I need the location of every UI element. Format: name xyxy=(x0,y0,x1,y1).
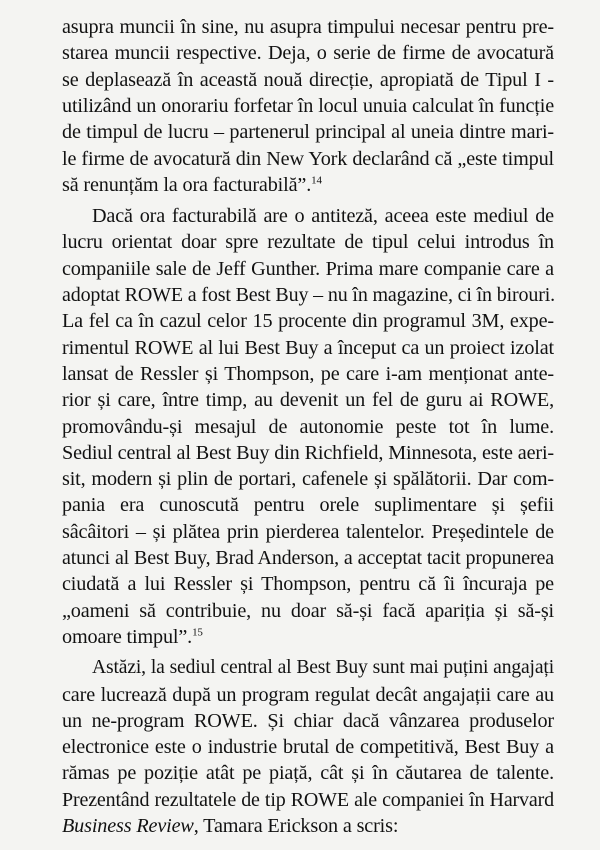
text-line: lansat de Ressler și Thompson, pe care i-am menționat ante- xyxy=(62,362,554,385)
text-line: adoptat ROWE a fost Best Buy – nu în magazine, ci în birouri. xyxy=(62,284,555,306)
text-line: sâcâitori – și plătea prin pierderea talentelor. Președintele de xyxy=(62,520,554,543)
text-line: de timpul de lucru – partenerul principal al uneia dintre mari- xyxy=(62,121,554,144)
text-line: Sediul central al Best Buy din Richfield, Minnesota, este aeri- xyxy=(62,441,554,464)
journal-title: Business Review xyxy=(62,815,194,837)
footnote-ref: 15 xyxy=(192,626,203,639)
text-line: pania era cunoscută pentru orele suplimentare și șefii xyxy=(62,494,554,517)
text-line: utilizând un onorariu forfetar în locul unuia calculat în funcție xyxy=(62,94,554,117)
line-text: , Tamara Erickson a scris: xyxy=(193,815,399,837)
text-line: La fel ca în cazul celor 15 procente din programul 3M, expe- xyxy=(62,310,554,333)
text-line: care lucrează după un program regulat decât angajații care au xyxy=(62,683,554,706)
line-text: omoare timpul”. xyxy=(62,625,193,648)
text-line: sit, modern și plin de portari, cafenele și spălătorii. Dar com- xyxy=(62,468,554,491)
line-text: să renunțăm la ora facturabilă”. xyxy=(62,173,312,196)
text-line: ciudată a lui Ressler și Thompson, pentru că îi încuraja pe xyxy=(62,573,554,596)
text-line: asupra muncii în sine, nu asupra timpului necesar pentru pre- xyxy=(62,16,554,38)
text-line: rior și care, între timp, au devenit un fel de guru ai ROWE, xyxy=(62,389,554,412)
text-line: lucru orientat doar spre rezultate de tipul celui introdus în xyxy=(62,231,554,254)
text-line: rimentul ROWE al lui Best Buy a început ca un proiect izolat xyxy=(62,336,554,359)
text-line: Prezentând rezultatele de tip ROWE ale companiei în Harvard xyxy=(62,788,554,811)
text-line: atunci al Best Buy, Brad Anderson, a acceptat tacit propunerea xyxy=(62,547,554,569)
text-line: un ne-program ROWE. Și chiar dacă vânzarea produselor xyxy=(62,709,554,732)
text-line: „oameni să contribuie, nu doar să-și facă apariția și să-și xyxy=(62,599,554,622)
text-line: le firme de avocatură din New York declarând că „este timpul xyxy=(62,147,554,170)
text-line: rămas pe poziție atât pe piață, cât și în căutarea de talente. xyxy=(62,762,554,785)
footnote-ref: 14 xyxy=(311,174,322,187)
text-line xyxy=(62,813,554,839)
text-line: se deplasează în această nouă direcție, apropiată de Tipul I - xyxy=(62,68,554,91)
text-line: electronice este o industrie brutal de competitivă, Best Buy a xyxy=(62,736,554,759)
text-line xyxy=(62,172,554,198)
text-line: Astăzi, la sediul central al Best Buy sunt mai puțini angajați xyxy=(92,657,554,679)
text-line: starea muncii respective. Deja, o serie de firme de avocatură xyxy=(62,42,554,65)
text-line: companiile sale de Jeff Gunther. Prima mare companie care a xyxy=(62,257,554,280)
text-line: Dacă ora facturabilă are o antiteză, aceea este mediul de xyxy=(92,205,554,228)
text-line xyxy=(62,624,554,650)
text-line: promovându-și mesajul de autonomie peste tot în lume. xyxy=(62,415,554,438)
